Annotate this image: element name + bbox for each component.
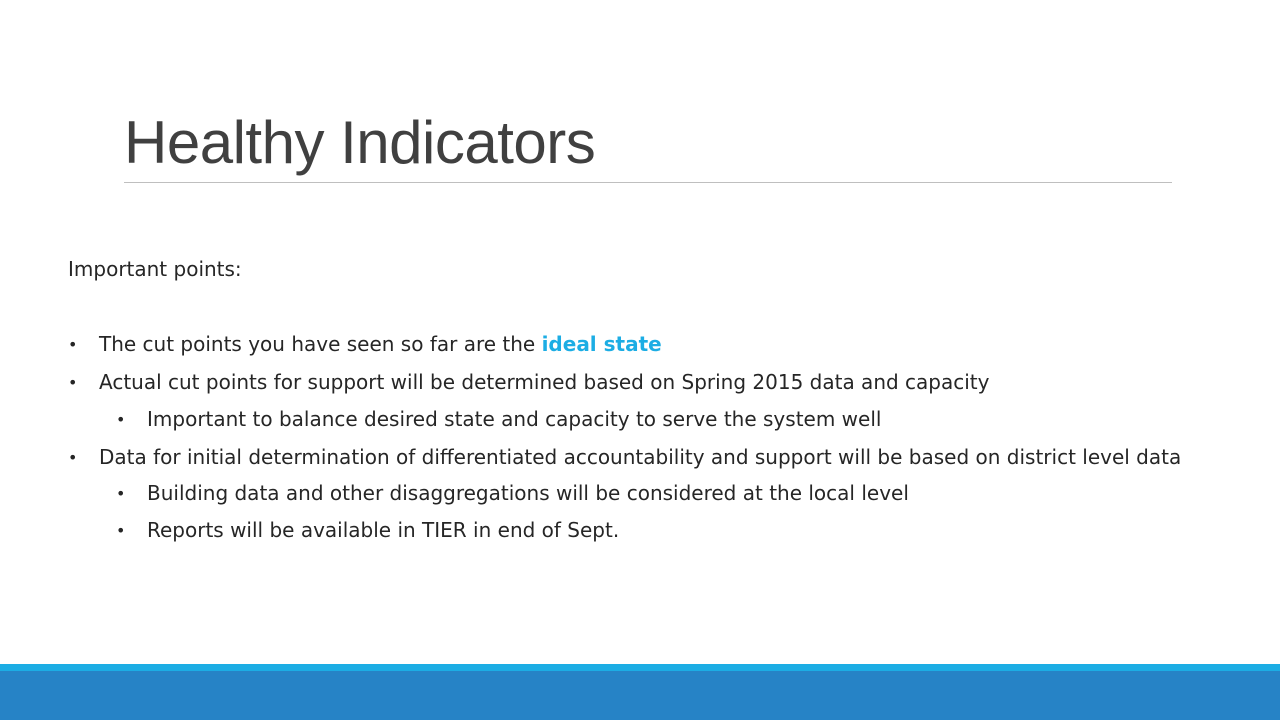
sub-bullet-text: Reports will be available in TIER in end of Sept. bbox=[147, 518, 620, 542]
sub-bullet-dot: • bbox=[116, 521, 126, 540]
bullet-list bbox=[68, 326, 1268, 550]
bullet-dot: • bbox=[68, 447, 78, 467]
sub-bullet-text: Building data and other disaggregations will be considered at the local level bbox=[147, 480, 909, 505]
slide-body bbox=[68, 251, 1268, 550]
sub-bullet-item bbox=[68, 475, 1268, 513]
sub-bullet-item bbox=[68, 401, 1268, 439]
bullet-text: Data for initial determination of differentiated accountability and support will be based on district level data bbox=[99, 444, 1182, 469]
title-divider bbox=[124, 182, 1172, 183]
bullet-text: The cut points you have seen so far are the bbox=[99, 332, 542, 356]
sub-bullet-dot: • bbox=[116, 483, 126, 503]
bullet-item bbox=[68, 364, 1268, 402]
spacer bbox=[68, 289, 1268, 327]
footer-accent-stripe bbox=[0, 664, 1280, 671]
bullet-dot: • bbox=[68, 335, 78, 354]
bullet-emphasis: ideal state bbox=[541, 332, 662, 356]
slide-title: Healthy Indicators bbox=[124, 109, 596, 176]
footer-bar bbox=[0, 671, 1280, 720]
bullet-item bbox=[68, 439, 1268, 475]
sub-bullet-dot: • bbox=[116, 410, 126, 429]
intro-text: Important points: bbox=[68, 257, 242, 281]
bullet-item bbox=[68, 326, 1268, 364]
sub-bullet-text: Important to balance desired state and capacity to serve the system well bbox=[147, 407, 882, 431]
sub-bullet-item bbox=[68, 512, 1268, 550]
bullet-dot: • bbox=[68, 372, 78, 392]
bullet-text: Actual cut points for support will be determined based on Spring 2015 data and capacity bbox=[99, 369, 990, 394]
